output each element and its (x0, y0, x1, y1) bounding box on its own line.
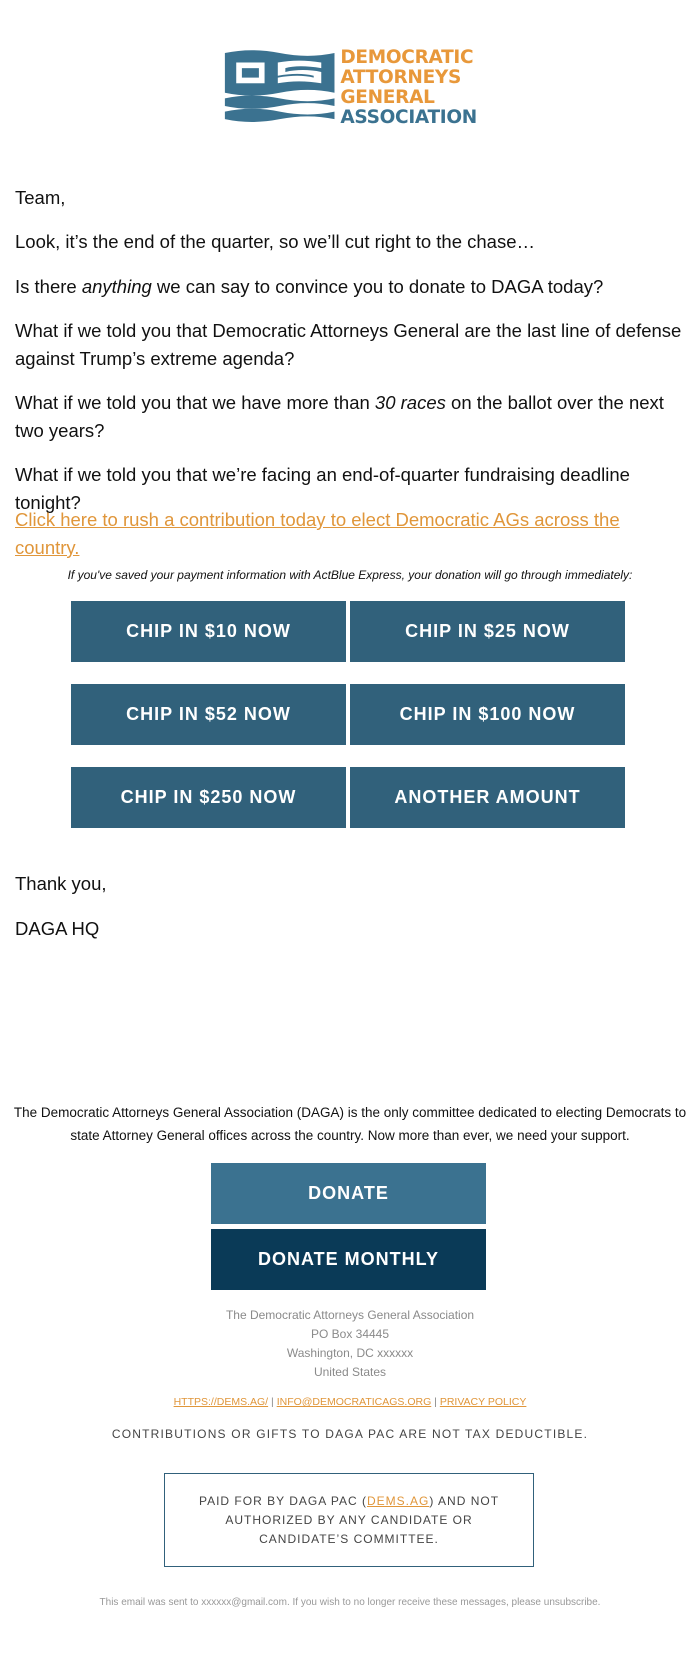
footer-links (0, 1396, 700, 1408)
paragraph-3: What if we told you that Democratic Attorneys General are the last line of defense against Trump’s extreme agenda? (15, 320, 682, 369)
paragraph-1: Look, it’s the end of the quarter, so we’ll cut right to the chase… (15, 231, 536, 252)
footer-blurb: The Democratic Attorneys General Association (DAGA) is the only committee dedicated to electing Democrats to state Attorney General offices across the country. Now more than ever, we need your support. (13, 1105, 687, 1143)
contribution-link-paragraph (15, 506, 687, 562)
logo-line-3: GENERAL (340, 87, 435, 108)
chip-in-52-button[interactable]: CHIP IN $52 NOW (71, 684, 346, 745)
donate-monthly-button[interactable]: DONATE MONTHLY (211, 1229, 486, 1290)
address-country: United States (313, 1365, 387, 1379)
dems-ag-link[interactable]: DEMS.AG (367, 1493, 430, 1508)
address-city: Washington, DC xxxxxx (286, 1346, 414, 1360)
paid-for-disclaimer (164, 1473, 534, 1567)
mailing-address (0, 1306, 700, 1382)
signoff: Thank you, (15, 873, 107, 894)
privacy-policy-link[interactable]: PRIVACY POLICY (439, 1396, 527, 1408)
unsubscribe-note: This email was sent to xxxxxx@gmail.com. If you wish to no longer receive these messages, please unsubscribe. (99, 1597, 601, 1608)
paid-for-text: PAID FOR BY DAGA PAC (DEMS.AG) AND NOT AUTHORIZED BY ANY CANDIDATE OR CANDIDATE’S COMMITTEE. (198, 1493, 500, 1546)
actblue-express-note: If you've saved your payment information with ActBlue Express, your donation will go through immediately: (67, 568, 633, 582)
logo-wordmark (340, 48, 477, 128)
daga-logo (223, 45, 477, 131)
paragraph-4: What if we told you that we have more than 30 races on the ballot over the next two years? (15, 392, 664, 441)
chip-in-100-button[interactable]: CHIP IN $100 NOW (350, 684, 625, 745)
donate-button[interactable]: DONATE (211, 1163, 486, 1224)
logo-line-1: DEMOCRATIC (340, 47, 474, 68)
chip-in-250-button[interactable]: CHIP IN $250 NOW (71, 767, 346, 828)
address-po-box: PO Box 34445 (310, 1327, 390, 1341)
logo-line-2: ATTORNEYS (340, 67, 462, 88)
signature: DAGA HQ (15, 918, 100, 939)
daga-flag-icon (223, 45, 336, 131)
greeting: Team, (15, 187, 66, 208)
address-org: The Democratic Attorneys General Association (225, 1308, 475, 1322)
tax-deductible-note: CONTRIBUTIONS OR GIFTS TO DAGA PAC ARE NOT TAX DEDUCTIBLE. (111, 1427, 589, 1441)
paragraph-2: Is there anything we can say to convince you to donate to DAGA today? (15, 276, 604, 297)
link-separator: | (434, 1396, 437, 1408)
website-link[interactable]: HTTPS://DEMS.AG/ (173, 1396, 269, 1408)
paragraph-5: What if we told you that we’re facing an end-of-quarter fundraising deadline tonight? (15, 464, 630, 513)
logo-line-4: ASSOCIATION (340, 107, 477, 128)
email-link[interactable]: INFO@DEMOCRATICAGS.ORG (276, 1396, 432, 1408)
chip-in-25-button[interactable]: CHIP IN $25 NOW (350, 601, 625, 662)
contribution-link[interactable]: Click here to rush a contribution today to elect Democratic AGs across the country. (15, 509, 620, 558)
another-amount-button[interactable]: ANOTHER AMOUNT (350, 767, 625, 828)
link-separator: | (271, 1396, 274, 1408)
chip-in-10-button[interactable]: CHIP IN $10 NOW (71, 601, 346, 662)
